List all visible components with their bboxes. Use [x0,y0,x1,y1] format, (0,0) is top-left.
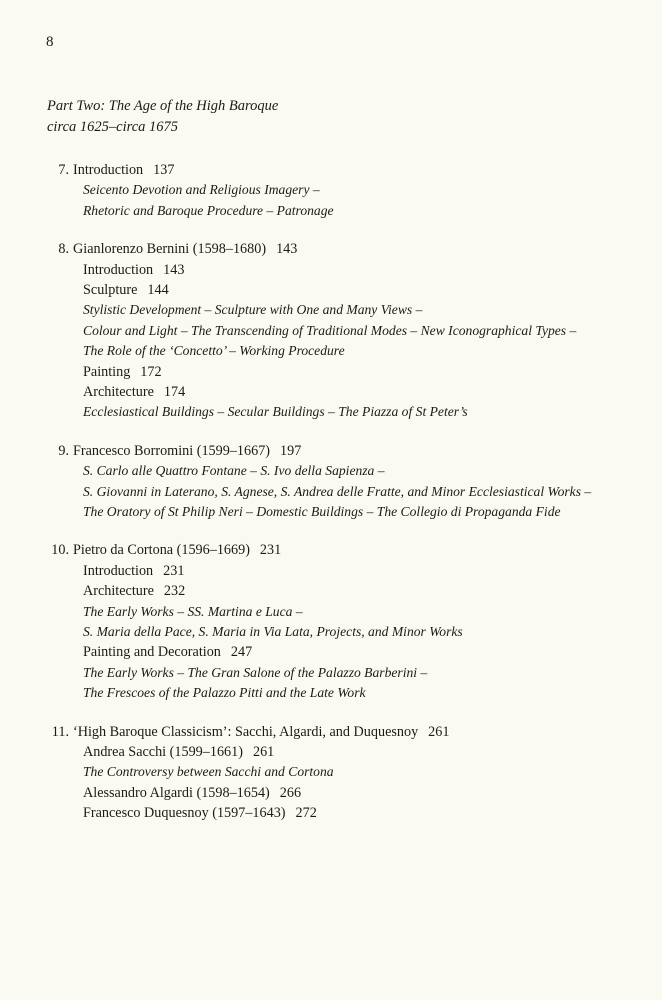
section-entry [83,581,185,601]
topic-line: Rhetoric and Baroque Procedure – Patronage [83,202,334,218]
section-page: 231 [163,562,185,579]
section-page: 143 [163,261,185,278]
section-entry [83,561,184,581]
section-title: Alessandro Algardi (1598–1654) [83,784,270,801]
chapter-page: 197 [280,442,302,459]
chapter-number: 10. [51,542,69,559]
chapter-entry [47,722,449,742]
chapter-number: 8. [58,241,69,258]
chapter-title: Introduction [73,162,144,178]
section-title: Sculpture [83,282,138,298]
section-entry [83,362,162,382]
section-title: Architecture [83,384,154,400]
topic-line: The Frescoes of the Palazzo Pitti and the Late Work [83,685,366,701]
topic-line: The Role of the ‘Concetto’ – Working Procedure [83,343,345,359]
topic-line: Ecclesiastical Buildings – Secular Buildings – The Piazza of St Peter’s [83,404,468,420]
section-entry [83,382,185,402]
section-title: Painting and Decoration [83,644,221,661]
section-page: 144 [147,282,169,298]
chapter-entry [47,540,281,560]
part-heading [47,96,278,138]
chapter-title: Gianlorenzo Bernini (1598–1680) [73,241,267,258]
section-page: 174 [163,384,186,400]
section-entry [83,280,169,300]
chapter-number: 9. [58,442,69,459]
section-title: Andrea Sacchi (1599–1661) [83,744,243,760]
chapter-page: 231 [259,542,282,559]
section-page: 247 [230,644,253,661]
topic-line: The Oratory of St Philip Neri – Domestic Buildings – The Collegio di Propaganda Fide [83,504,561,519]
topic-line: Stylistic Development – Sculpture with One and Many Views – [83,302,423,318]
chapter-number: 7. [58,162,69,178]
section-title: Francesco Duquesnoy (1597–1643) [83,805,286,822]
chapter-title: Francesco Borromini (1599–1667) [73,442,271,459]
chapter-title: Pietro da Cortona (1596–1669) [73,542,250,559]
topic-line: S. Carlo alle Quattro Fontane – S. Ivo della Sapienza – [83,463,385,479]
section-title: Architecture [83,583,154,600]
section-page: 261 [252,744,275,760]
section-page: 232 [163,583,186,600]
section-page: 172 [140,363,162,380]
topic-line: S. Giovanni in Laterano, S. Agnese, S. Andrea delle Fratte, and Minor Ecclesiastical Works – [83,483,592,499]
section-page: 266 [279,784,302,801]
section-title: Introduction [83,261,154,278]
chapter-entry [47,441,301,461]
topic-line: Seicento Devotion and Religious Imagery – [83,182,320,198]
chapter-title: ‘High Baroque Classicism’: Sacchi, Algardi, and Duquesnoy [73,723,419,740]
topic-line: S. Maria della Pace, S. Maria in Via Lata, Projects, and Minor Works [83,624,463,639]
section-title: Painting [83,363,131,380]
chapter-page: 143 [276,241,298,258]
section-entry [83,260,184,280]
topic-line: Colour and Light – The Transcending of Traditional Modes – New Iconographical Types – [83,322,577,338]
page-number: 8 [46,34,54,50]
chapter-page: 137 [153,162,175,178]
part-dates: circa 1625–circa 1675 [47,119,179,135]
topic-line: The Early Works – SS. Martina e Luca – [83,603,303,619]
chapter-entry [47,239,297,259]
section-entry [83,642,252,662]
section-title: Introduction [83,562,154,579]
chapter-entry [47,160,174,180]
part-title: Part Two: The Age of the High Baroque [47,98,279,114]
chapter-page: 261 [428,723,450,740]
section-entry [83,783,301,803]
section-page: 272 [295,805,317,822]
section-entry [83,803,317,823]
chapter-number: 11. [51,723,69,740]
section-entry [83,742,274,762]
topic-line: The Early Works – The Gran Salone of the Palazzo Barberini – [83,664,428,680]
topic-line: The Controversy between Sacchi and Cortona [83,764,334,780]
